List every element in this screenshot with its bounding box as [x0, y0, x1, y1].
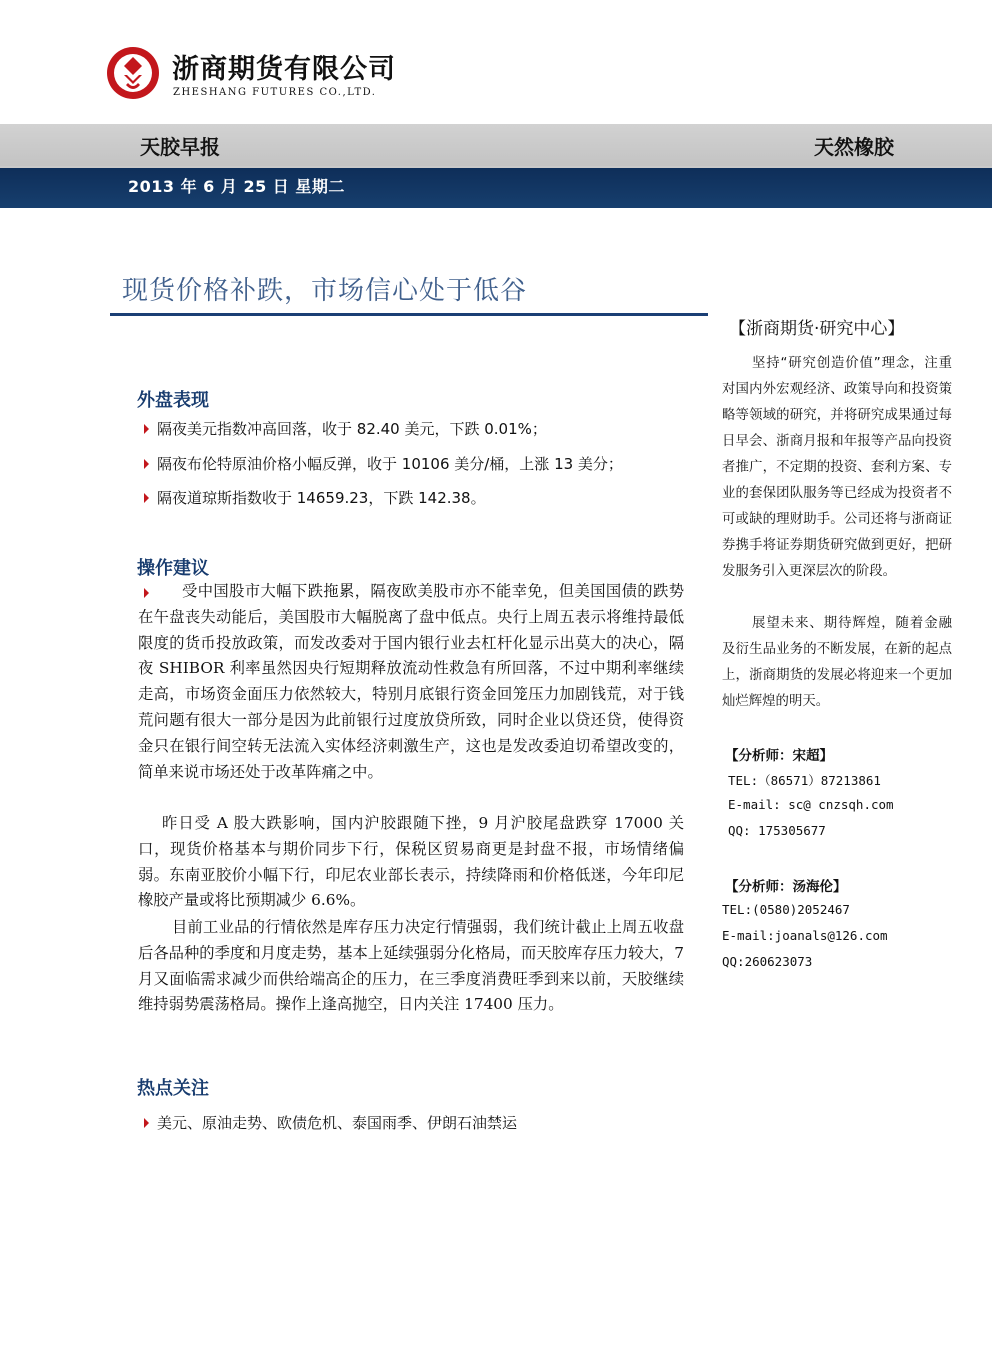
product-name: 天然橡胶	[814, 135, 894, 159]
arrow-bullet-icon	[144, 424, 149, 434]
company-name-cn: 浙商期货有限公司	[172, 54, 396, 85]
sidebar-header: 【浙商期货·研究中心】	[729, 319, 905, 339]
headline: 现货价格补跌，市场信心处于低谷	[122, 276, 528, 306]
analyst-1-tel: TEL:（86571）87213861	[728, 773, 881, 788]
section-title-overseas: 外盘表现	[137, 390, 209, 411]
advice-paragraph-2: 昨日受 A 股大跌影响，国内沪胶跟随下挫，9 月沪胶尾盘跌穿 17000 关口，现货价格基本与期价同步下行，保税区贸易商更是封盘不报，市场情绪偏弱。东南亚胶价小幅下行，印尼农业部长表示，持续降雨和价格低迷，今年印尼橡胶产量或将比预期减少 6.6%。	[138, 814, 684, 910]
section-title-hotspots: 热点关注	[137, 1078, 209, 1099]
sidebar-outlook-paragraph: 展望未来、期待辉煌，随着金融及衍生品业务的不断发展，在新的起点上，浙商期货的发展必将迎来一个更加灿烂辉煌的明天。	[722, 616, 952, 709]
list-item	[144, 487, 486, 508]
company-logo-icon	[106, 45, 160, 101]
advice-paragraph-3: 目前工业品的行情依然是库存压力决定行情强弱，我们统计截止上周五收盘后各品种的季度和月度走势，基本上延续强弱分化格局，而天胶库存压力较大，7 月又面临需求减少而供给端高企的压力，在三季度消费旺季到来以前，天胶继续维持弱势震荡格局。操作上逢高抛空，日内关注 17400 压力。	[138, 918, 684, 1014]
section-title-advice: 操作建议	[137, 558, 209, 579]
list-item-text: 隔夜道琼斯指数收于 14659.23，下跌 142.38。	[157, 489, 486, 507]
arrow-bullet-icon	[144, 493, 149, 503]
list-item-text: 隔夜布伦特原油价格小幅反弹，收于 10106 美分/桶，上涨 13 美分；	[157, 455, 623, 473]
list-item-text: 隔夜美元指数冲高回落，收于 82.40 美元，下跌 0.01%；	[157, 420, 547, 438]
list-item	[144, 1112, 517, 1133]
report-name: 天胶早报	[140, 135, 220, 159]
analyst-2-email: E-mail:joanals@126.com	[722, 928, 888, 943]
analyst-1-email: E-mail: sc@ cnzsqh.com	[728, 797, 894, 812]
list-item	[144, 418, 547, 439]
headline-divider	[110, 313, 708, 316]
list-item	[144, 453, 623, 474]
arrow-bullet-icon	[144, 1118, 149, 1128]
analyst-1-title: 【分析师：宋超】	[725, 748, 833, 764]
analyst-2-title: 【分析师：汤海伦】	[725, 879, 847, 895]
analyst-2-tel: TEL:(0580)2052467	[722, 902, 850, 917]
advice-paragraph-1: 受中国股市大幅下跌拖累，隔夜欧美股市亦不能幸免，但美国国债的跌势在午盘丧失动能后，美国股市大幅脱离了盘中低点。央行上周五表示将维持最低限度的货币投放政策，而发改委对于国内银行业去杠杆化显示出莫大的决心，隔夜 SHIBOR 利率虽然因央行短期释放流动性救急有所回落，不过中期利率继续走高，市场资金面压力依然较大，特别月底银行资金回笼压力加剧钱荒，对于钱荒问题有很大一部分是因为此前银行过度放贷所致，同时企业以贷还贷，使得资金只在银行间空转无法流入实体经济刺激生产，这也是发改委迫切希望改变的，简单来说市场还处于改革阵痛之中。	[138, 582, 684, 781]
report-date: 2013 年 6 月 25 日 星期二	[128, 177, 345, 196]
arrow-bullet-icon	[144, 459, 149, 469]
list-item-text: 美元、原油走势、欧债危机、泰国雨季、伊朗石油禁运	[157, 1114, 518, 1132]
sidebar-intro-paragraph: 坚持“研究创造价值”理念，注重对国内外宏观经济、政策导向和投资策略等领域的研究，并将研究成果通过每日早会、浙商月报和年报等产品向投资者推广，不定期的投资、套利方案、专业的套保团队服务等已经成为投资者不可或缺的理财助手。公司还将与浙商证券携手将证券期货研究做到更好，把研发服务引入更深层次的阶段。	[722, 356, 952, 579]
company-name-en: ZHESHANG FUTURES CO.,LTD.	[173, 87, 377, 98]
analyst-1-qq: QQ: 175305677	[728, 823, 826, 838]
analyst-2-qq: QQ:260623073	[722, 954, 813, 969]
